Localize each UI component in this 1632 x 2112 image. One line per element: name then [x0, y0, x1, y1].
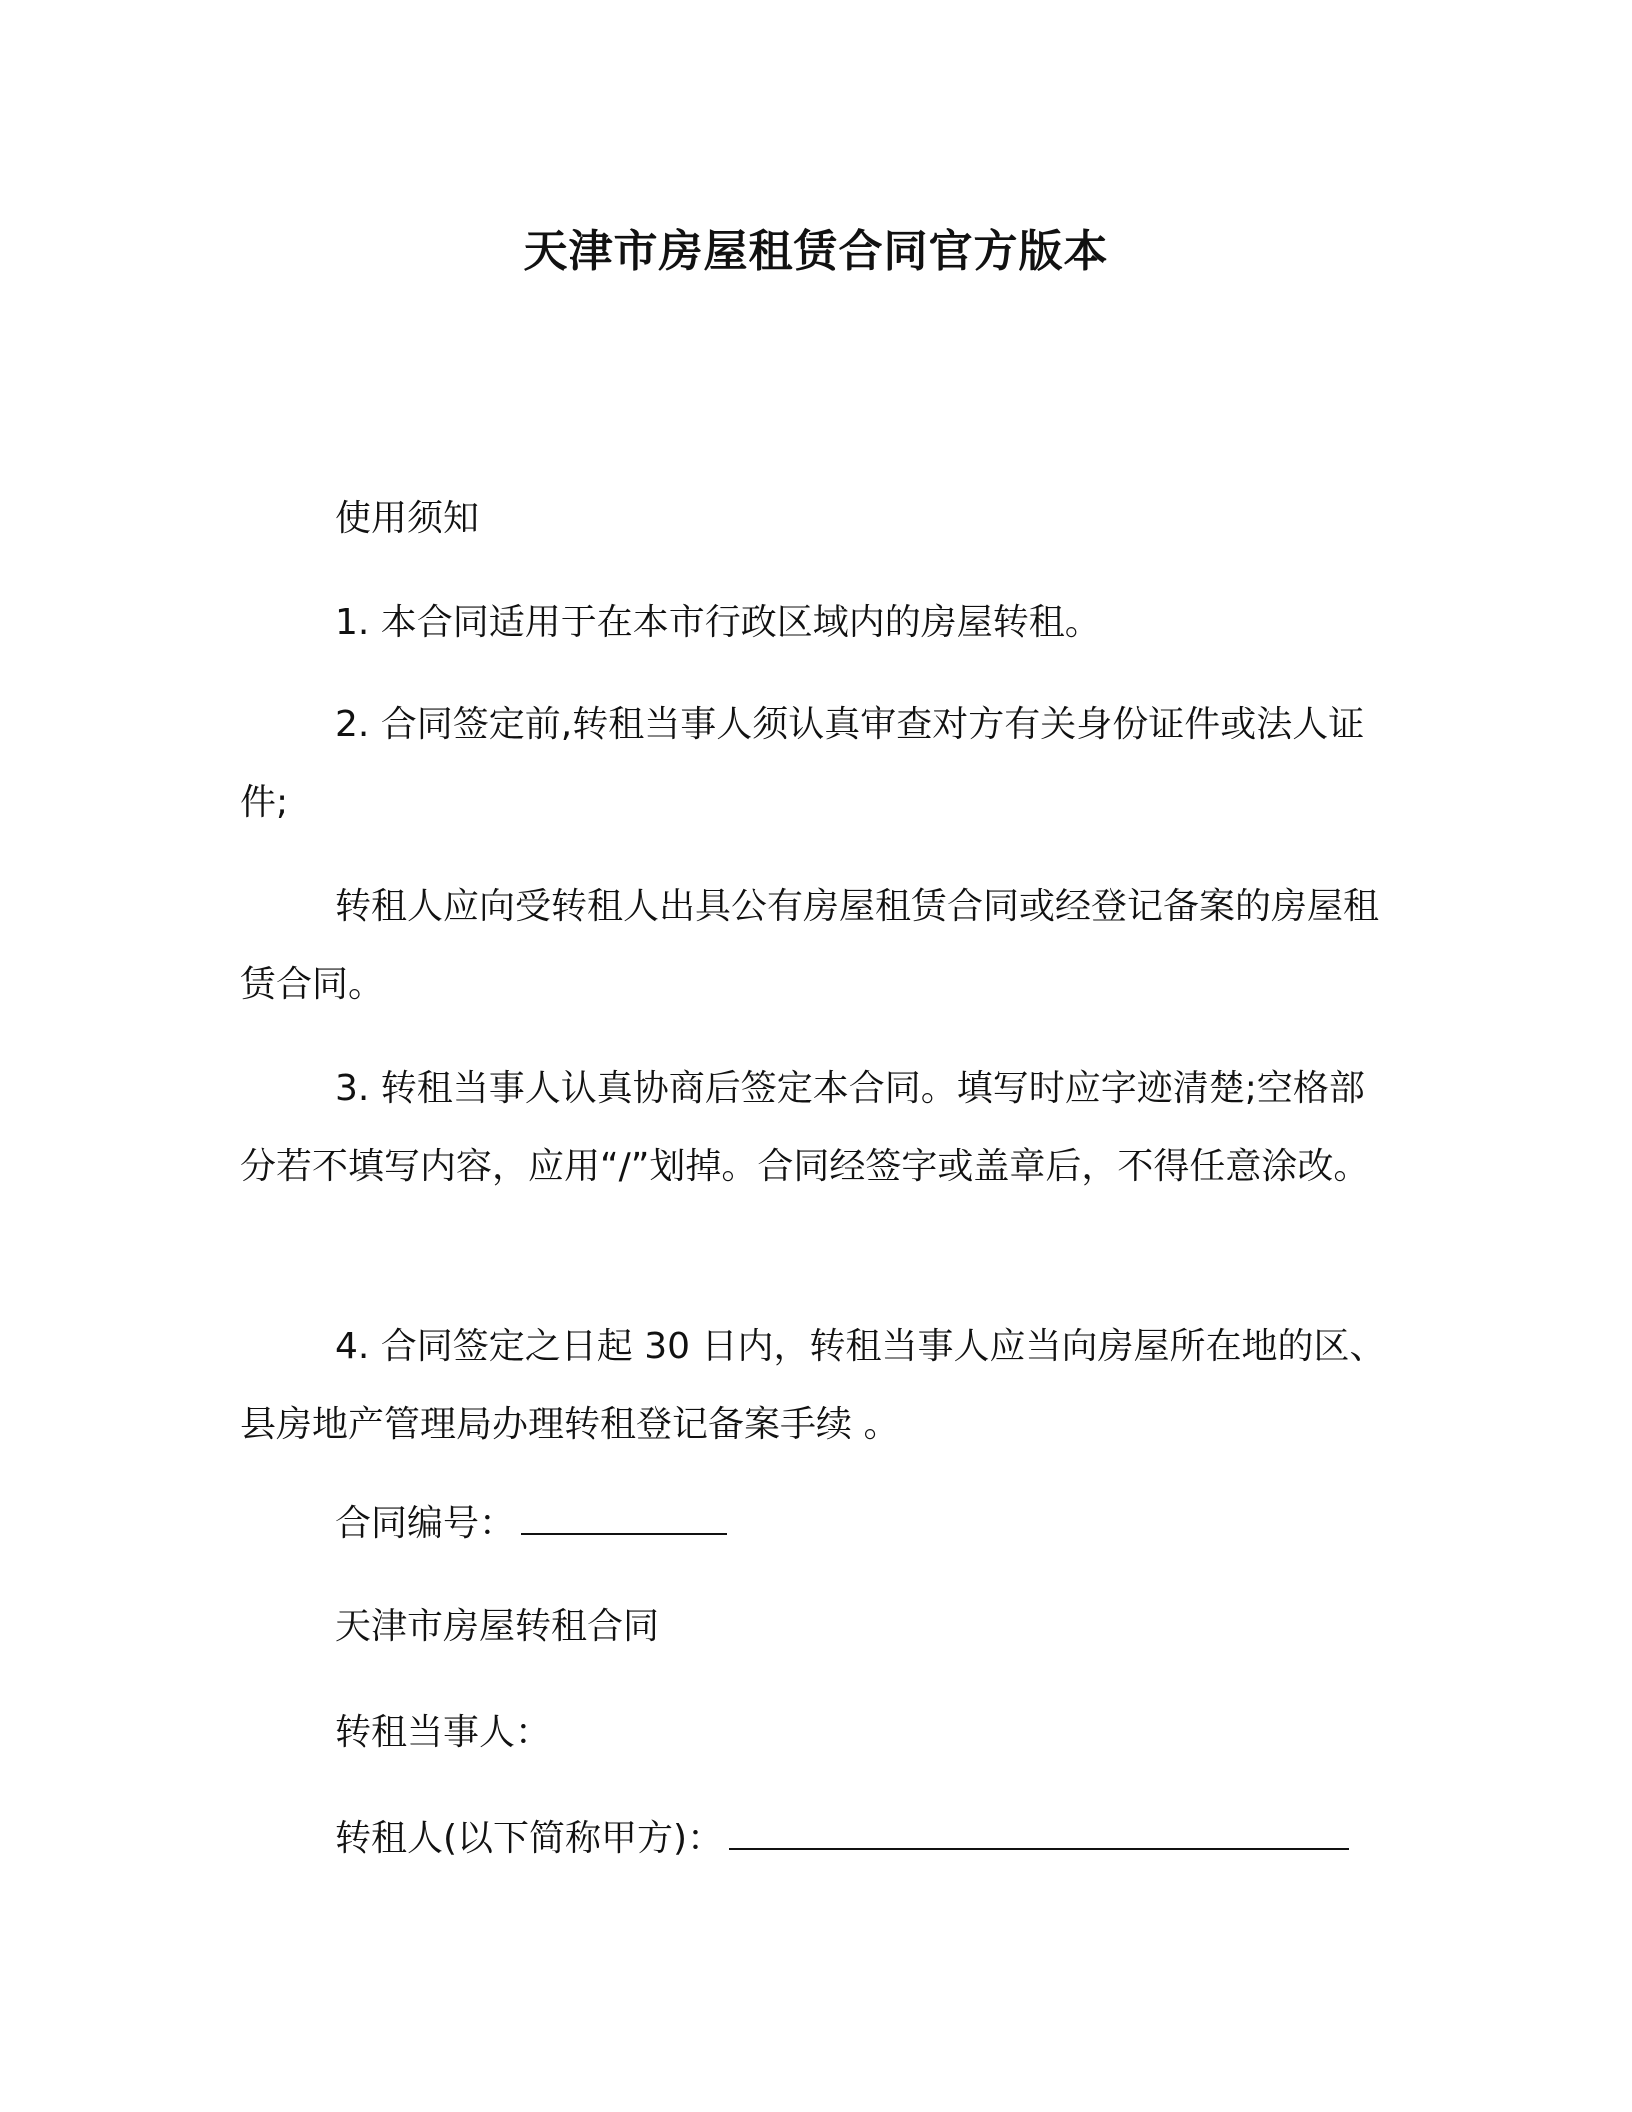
party-a-label: 转租人(以下简称甲方)： — [335, 1818, 724, 1859]
contract-title: 天津市房屋转租合同 — [335, 1606, 660, 1647]
notice-heading: 使用须知 — [335, 498, 480, 539]
contract-number-blank — [521, 1497, 727, 1535]
contract-number-label: 合同编号： — [335, 1503, 516, 1544]
party-a-blank — [729, 1812, 1349, 1850]
party-a-row — [335, 1812, 1349, 1864]
contract-number-row — [335, 1497, 727, 1549]
notice-item-2: 2. 合同签定前,转租当事人须认真审查对方有关身份证件或法人证件; — [240, 704, 1365, 823]
notice-item-2-continued: 转租人应向受转租人出具公有房屋租赁合同或经登记备案的房屋租赁合同。 — [240, 886, 1380, 1005]
parties-label: 转租当事人： — [335, 1712, 552, 1753]
notice-item-4: 4. 合同签定之日起 30 日内，转租当事人应当向房屋所在地的区、县房地产管理局办理转租登记备案手续 。 — [240, 1326, 1386, 1445]
notice-item-3: 3. 转租当事人认真协商后签定本合同。填写时应字迹清楚;空格部分若不填写内容，应用“/”划掉。合同经签字或盖章后，不得任意涂改。 — [240, 1068, 1370, 1187]
document-title: 天津市房屋租赁合同官方版本 — [523, 226, 1109, 277]
notice-item-1: 1. 本合同适用于在本市行政区域内的房屋转租。 — [335, 602, 1101, 643]
